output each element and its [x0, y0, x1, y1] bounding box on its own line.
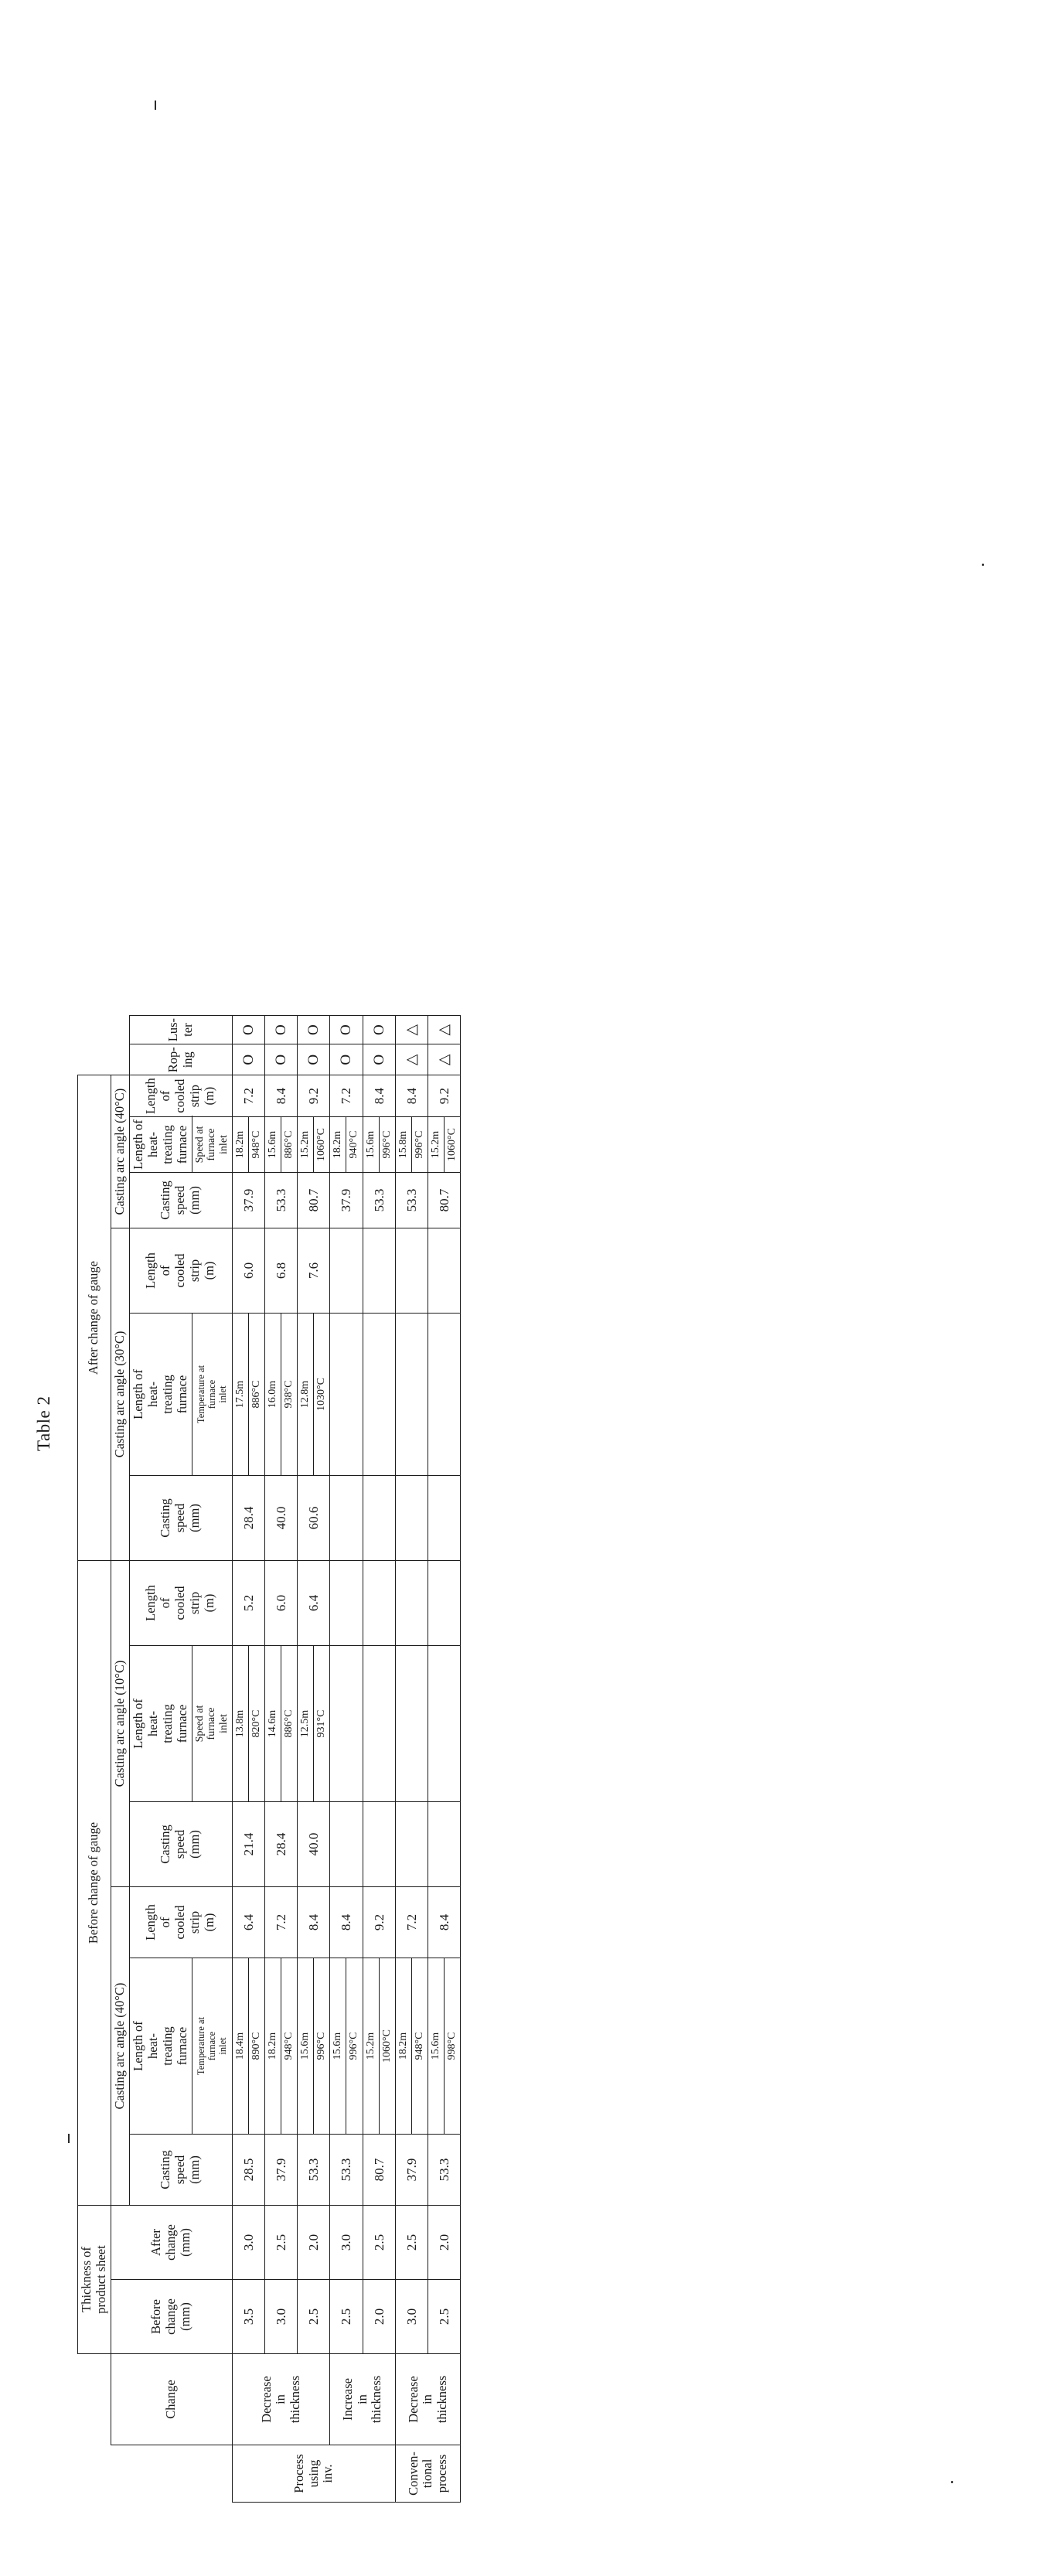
cell-a40-casting-speed: 80.7	[298, 1173, 330, 1228]
cell-b10-furnace-length: 14.6m	[265, 1646, 281, 1801]
cell-a30-furnace-temp: 886°C	[250, 1380, 262, 1409]
scan-artifact-dash	[68, 2134, 70, 2143]
cell-b40-cooled-strip: 6.4	[232, 1887, 264, 1958]
cell-b40-furnace-temp: 1060°C	[380, 2029, 393, 2063]
cell-after-mm: 2.5	[264, 2206, 297, 2280]
cell-after-mm: 2.0	[428, 2206, 460, 2280]
cell-b40-furnace-temp: 996°C	[348, 2032, 360, 2060]
cell-b10-casting-speed	[395, 1802, 428, 1887]
scan-artifact-dash	[155, 101, 156, 110]
cell-roping: △	[428, 1044, 460, 1075]
cell-b40-casting-speed: 37.9	[264, 2135, 297, 2206]
cell-a30-furnace	[232, 1314, 264, 1476]
cell-b10-cooled-strip: 6.0	[264, 1561, 297, 1646]
cell-b40-cooled-strip: 8.4	[330, 1887, 363, 1958]
header-a30-furnace-length: Length of heat- treating furnace	[129, 1314, 192, 1476]
row-change-decrease-1: Decrease in thickness	[232, 2354, 330, 2445]
cell-b10-furnace-temp: 820°C	[250, 1709, 262, 1738]
header-a40-casting-speed: Casting speed (mm)	[129, 1173, 232, 1228]
cell-b40-furnace-length: 18.4m	[233, 1958, 249, 2134]
cell-b10-cooled-strip	[395, 1561, 428, 1646]
cell-b40-cooled-strip: 9.2	[363, 1887, 395, 1958]
cell-b40-furnace-temp: 948°C	[283, 2032, 295, 2060]
cell-b10-furnace	[330, 1646, 363, 1802]
table-row	[232, 1016, 264, 2503]
header-b40-cooled-strip: Length of cooled strip (m)	[129, 1887, 232, 1958]
cell-roping: O	[363, 1044, 395, 1075]
cell-a40-furnace-temp: 948°C	[250, 1130, 262, 1159]
cell-a30-furnace	[298, 1314, 330, 1476]
cell-b40-furnace-length: 15.6m	[428, 1958, 445, 2134]
table-row	[330, 1016, 363, 2503]
cell-a40-furnace-temp: 1060°C	[446, 1128, 458, 1161]
table-row	[395, 1016, 428, 2503]
cell-a40-furnace-length: 15.2m	[298, 1117, 314, 1172]
header-blank-change-top	[78, 2354, 111, 2445]
cell-a30-cooled-strip	[395, 1228, 428, 1314]
cell-a30-furnace	[264, 1314, 297, 1476]
cell-a40-casting-speed: 53.3	[395, 1173, 428, 1228]
cell-b40-cooled-strip: 8.4	[428, 1887, 460, 1958]
cell-b40-furnace	[428, 1958, 460, 2135]
cell-before-mm: 3.0	[395, 2280, 428, 2354]
header-thickness-group: Thickness of product sheet	[78, 2206, 111, 2354]
cell-b10-cooled-strip: 6.4	[298, 1561, 330, 1646]
cell-roping: O	[264, 1044, 297, 1075]
cell-luster: O	[298, 1016, 330, 1044]
cell-a40-furnace-temp: 1060°C	[315, 1128, 328, 1161]
cell-a40-casting-speed: 80.7	[428, 1173, 460, 1228]
cell-b10-cooled-strip	[363, 1561, 395, 1646]
cell-b40-furnace-temp: 998°C	[446, 2032, 458, 2060]
cell-b10-furnace	[363, 1646, 395, 1802]
cell-after-mm: 3.0	[330, 2206, 363, 2280]
cell-b40-furnace-length: 15.6m	[330, 1958, 346, 2134]
header-corner-blank	[78, 2445, 233, 2503]
cell-a30-furnace	[428, 1314, 460, 1476]
cell-a40-furnace	[395, 1117, 428, 1173]
cell-a40-cooled-strip: 8.4	[264, 1075, 297, 1117]
cell-a30-cooled-strip: 7.6	[298, 1228, 330, 1314]
cell-b10-furnace-temp: 931°C	[315, 1709, 328, 1738]
cell-luster: O	[232, 1016, 264, 1044]
cell-b40-casting-speed: 53.3	[428, 2135, 460, 2206]
header-change: Change	[111, 2354, 232, 2445]
header-a40-cooled-strip: Length of cooled strip (m)	[129, 1075, 232, 1117]
cell-a30-cooled-strip	[330, 1228, 363, 1314]
header-row-2	[111, 1016, 129, 2503]
cell-b40-casting-speed: 37.9	[395, 2135, 428, 2206]
data-table	[77, 1015, 461, 2503]
header-a30-furnace-inlet: Temperature at furnace inlet	[192, 1314, 232, 1476]
cell-a40-casting-speed: 37.9	[232, 1173, 264, 1228]
header-thickness-after: After change (mm)	[111, 2206, 232, 2280]
cell-a40-cooled-strip: 9.2	[428, 1075, 460, 1117]
cell-a40-furnace-length: 15.2m	[428, 1117, 445, 1172]
header-b40-casting-speed: Casting speed (mm)	[129, 2135, 232, 2206]
cell-before-mm: 3.5	[232, 2280, 264, 2354]
cell-b10-furnace	[428, 1646, 460, 1802]
cell-a40-cooled-strip: 8.4	[395, 1075, 428, 1117]
table-row	[363, 1016, 395, 2503]
cell-b10-casting-speed: 40.0	[298, 1802, 330, 1887]
cell-before-mm: 2.5	[428, 2280, 460, 2354]
row-group-process-inv: Process using inv.	[232, 2445, 395, 2503]
cell-luster: O	[330, 1016, 363, 1044]
cell-a30-casting-speed	[428, 1476, 460, 1561]
cell-a40-furnace-temp: 996°C	[413, 1130, 425, 1159]
cell-a30-cooled-strip	[363, 1228, 395, 1314]
cell-a40-furnace	[330, 1117, 363, 1173]
cell-b10-furnace-temp: 886°C	[283, 1709, 295, 1738]
cell-b10-casting-speed: 21.4	[232, 1802, 264, 1887]
cell-b40-casting-speed: 53.3	[330, 2135, 363, 2206]
cell-b10-casting-speed	[428, 1802, 460, 1887]
cell-b10-furnace	[298, 1646, 330, 1802]
cell-a30-furnace-length: 12.8m	[298, 1314, 314, 1475]
cell-a30-casting-speed	[395, 1476, 428, 1561]
cell-a30-casting-speed: 28.4	[232, 1476, 264, 1561]
cell-a30-furnace	[330, 1314, 363, 1476]
cell-b10-casting-speed: 28.4	[264, 1802, 297, 1887]
cell-b40-casting-speed: 53.3	[298, 2135, 330, 2206]
header-before-change-of-gauge: Before change of gauge	[78, 1561, 111, 2206]
cell-a30-casting-speed: 60.6	[298, 1476, 330, 1561]
cell-b40-furnace	[298, 1958, 330, 2135]
cell-a30-cooled-strip: 6.8	[264, 1228, 297, 1314]
header-after-arc-30: Casting arc angle (30°C)	[111, 1228, 129, 1561]
cell-b10-casting-speed	[330, 1802, 363, 1887]
header-before-arc-40: Casting arc angle (40°C)	[111, 1887, 129, 2206]
cell-a40-cooled-strip: 7.2	[232, 1075, 264, 1117]
row-group-conventional: Conven- tional process	[395, 2445, 460, 2503]
cell-a40-furnace	[428, 1117, 460, 1173]
cell-a40-casting-speed: 53.3	[363, 1173, 395, 1228]
page-title: Table 2	[34, 1395, 53, 1451]
header-b10-cooled-strip: Length of cooled strip (m)	[129, 1561, 232, 1646]
cell-a30-furnace	[395, 1314, 428, 1476]
cell-a30-casting-speed	[363, 1476, 395, 1561]
cell-b40-furnace	[264, 1958, 297, 2135]
cell-a40-furnace	[363, 1117, 395, 1173]
cell-before-mm: 2.0	[363, 2280, 395, 2354]
scan-artifact-dot	[951, 2481, 953, 2483]
cell-a30-furnace-temp: 1030°C	[315, 1378, 328, 1411]
cell-a40-cooled-strip: 9.2	[298, 1075, 330, 1117]
header-after-change-of-gauge: After change of gauge	[78, 1075, 111, 1561]
cell-a40-casting-speed: 37.9	[330, 1173, 363, 1228]
cell-b10-furnace	[264, 1646, 297, 1802]
table-row	[428, 1016, 460, 2503]
cell-a40-casting-speed: 53.3	[264, 1173, 297, 1228]
header-a40-furnace-inlet: Speed at furnace inlet	[192, 1117, 232, 1173]
cell-b40-furnace	[232, 1958, 264, 2135]
cell-before-mm: 3.0	[264, 2280, 297, 2354]
cell-b10-cooled-strip	[330, 1561, 363, 1646]
header-b40-furnace-inlet: Temperature at furnace inlet	[192, 1958, 232, 2135]
header-luster: Lus- ter	[129, 1016, 232, 1044]
header-before-arc-10: Casting arc angle (10°C)	[111, 1561, 129, 1887]
cell-before-mm: 2.5	[330, 2280, 363, 2354]
cell-a30-furnace-temp: 938°C	[283, 1380, 295, 1409]
cell-a40-cooled-strip: 7.2	[330, 1075, 363, 1117]
cell-a30-furnace-length: 16.0m	[265, 1314, 281, 1475]
cell-b10-cooled-strip: 5.2	[232, 1561, 264, 1646]
header-blank-quality-top	[78, 1016, 111, 1075]
cell-b40-casting-speed: 28.5	[232, 2135, 264, 2206]
cell-after-mm: 2.5	[363, 2206, 395, 2280]
header-thickness-before: Before change (mm)	[111, 2280, 232, 2354]
cell-after-mm: 3.0	[232, 2206, 264, 2280]
cell-b40-furnace	[395, 1958, 428, 2135]
cell-b40-casting-speed: 80.7	[363, 2135, 395, 2206]
cell-a40-cooled-strip: 8.4	[363, 1075, 395, 1117]
cell-roping: O	[330, 1044, 363, 1075]
header-roping: Rop- ing	[129, 1044, 232, 1075]
cell-after-mm: 2.5	[395, 2206, 428, 2280]
cell-after-mm: 2.0	[298, 2206, 330, 2280]
cell-b40-furnace-temp: 996°C	[315, 2032, 328, 2060]
header-b40-furnace-length: Length of heat- treating furnace	[129, 1958, 192, 2135]
cell-b10-furnace	[232, 1646, 264, 1802]
cell-b40-cooled-strip: 7.2	[395, 1887, 428, 1958]
cell-a40-furnace	[232, 1117, 264, 1173]
cell-b10-furnace	[395, 1646, 428, 1802]
header-b10-casting-speed: Casting speed (mm)	[129, 1802, 232, 1887]
table-row	[264, 1016, 297, 2503]
cell-a40-furnace-length: 15.8m	[396, 1117, 412, 1172]
cell-a30-cooled-strip: 6.0	[232, 1228, 264, 1314]
cell-a30-casting-speed	[330, 1476, 363, 1561]
cell-a40-furnace	[298, 1117, 330, 1173]
cell-a30-casting-speed: 40.0	[264, 1476, 297, 1561]
cell-a40-furnace-temp: 996°C	[380, 1130, 393, 1159]
header-row-1	[78, 1016, 111, 2503]
cell-a30-furnace-length: 17.5m	[233, 1314, 249, 1475]
header-a30-cooled-strip: Length of cooled strip (m)	[129, 1228, 232, 1314]
cell-a40-furnace-temp: 940°C	[348, 1130, 360, 1159]
cell-a40-furnace-length: 15.6m	[363, 1117, 380, 1172]
cell-a40-furnace-length: 15.6m	[265, 1117, 281, 1172]
cell-luster: △	[428, 1016, 460, 1044]
cell-a30-cooled-strip	[428, 1228, 460, 1314]
cell-a40-furnace-temp: 886°C	[283, 1130, 295, 1159]
cell-b40-cooled-strip: 7.2	[264, 1887, 297, 1958]
cell-a40-furnace-length: 18.2m	[233, 1117, 249, 1172]
cell-roping: △	[395, 1044, 428, 1075]
cell-b40-furnace-length: 18.2m	[396, 1958, 412, 2134]
cell-b40-furnace-temp: 890°C	[250, 2032, 262, 2060]
cell-b40-furnace-length: 15.2m	[363, 1958, 380, 2134]
cell-luster: O	[363, 1016, 395, 1044]
cell-roping: O	[298, 1044, 330, 1075]
cell-roping: O	[232, 1044, 264, 1075]
header-blank-quality-mid	[111, 1016, 129, 1075]
cell-b40-furnace-length: 15.6m	[298, 1958, 314, 2134]
header-b10-furnace-length: Length of heat- treating furnace	[129, 1646, 192, 1802]
cell-b40-furnace-length: 18.2m	[265, 1958, 281, 2134]
cell-b40-furnace	[330, 1958, 363, 2135]
cell-luster: △	[395, 1016, 428, 1044]
cell-b40-cooled-strip: 8.4	[298, 1887, 330, 1958]
cell-before-mm: 2.5	[298, 2280, 330, 2354]
cell-b40-furnace-temp: 948°C	[413, 2032, 425, 2060]
cell-b10-furnace-length: 13.8m	[233, 1646, 249, 1801]
cell-b10-cooled-strip	[428, 1561, 460, 1646]
cell-b40-furnace	[363, 1958, 395, 2135]
header-a40-furnace-length: Length of heat- treating furnace	[129, 1117, 192, 1173]
cell-b10-furnace-length: 12.5m	[298, 1646, 314, 1801]
row-change-increase: Increase in thickness	[330, 2354, 395, 2445]
header-a30-casting-speed: Casting speed (mm)	[129, 1476, 232, 1561]
row-change-decrease-2: Decrease in thickness	[395, 2354, 460, 2445]
cell-b10-casting-speed	[363, 1802, 395, 1887]
cell-a30-furnace	[363, 1314, 395, 1476]
scan-artifact-dot	[982, 564, 984, 566]
header-b10-furnace-inlet: Speed at furnace inlet	[192, 1646, 232, 1802]
cell-a40-furnace-length: 18.2m	[330, 1117, 346, 1172]
cell-luster: O	[264, 1016, 297, 1044]
table-row	[298, 1016, 330, 2503]
cell-a40-furnace	[264, 1117, 297, 1173]
header-after-arc-40: Casting arc angle (40°C)	[111, 1075, 129, 1228]
